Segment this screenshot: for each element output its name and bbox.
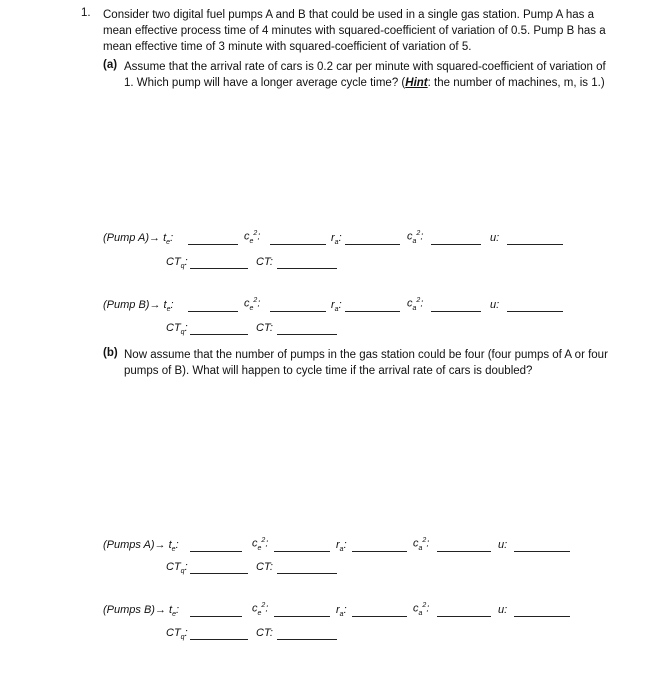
pump-b-ce2-label: $c_e^2$: xyxy=(244,297,261,312)
pump-a-row-1 xyxy=(0,232,667,248)
pump-b-ra-label: $r_a$: xyxy=(331,299,342,314)
pumps-a-row-1 xyxy=(0,539,667,555)
pump-b-u-blank[interactable] xyxy=(507,311,563,312)
pump-a-ce2-label: $c_e^2$: xyxy=(244,230,261,245)
part-b-text: Now assume that the number of pumps in the gas station could be four (four pumps of A or four pumps of B). What will happen to cycle time if the arrival rate of cars is doubled? xyxy=(124,349,608,377)
pump-b-ctq-label: $CT_q$: xyxy=(166,322,188,337)
pumps-b-u-blank[interactable] xyxy=(514,616,570,617)
pumps-b-ct-blank[interactable] xyxy=(277,639,337,640)
pumps-b-ce2-label: $c_e^2$: xyxy=(252,602,269,617)
pump-b-u-label: u: xyxy=(490,299,500,311)
pumps-b-ce2-blank[interactable] xyxy=(274,616,330,617)
pump-a-row-2 xyxy=(0,256,667,272)
pumps-a-u-label: u: xyxy=(498,539,508,551)
pumps-b-ct-label: CT: xyxy=(256,627,273,639)
pump-a-ctq-label: $CT_q$: xyxy=(166,256,188,271)
pumps-b-ctq-label: $CT_q$: xyxy=(166,627,188,642)
hint-word: Hint xyxy=(405,77,428,89)
pumps-a-ct-label: CT: xyxy=(256,561,273,573)
question-number: 1. xyxy=(81,7,91,19)
pumps-a-ca2-blank[interactable] xyxy=(437,551,491,552)
pump-b-te-blank[interactable] xyxy=(188,311,238,312)
pumps-a-ra-blank[interactable] xyxy=(352,551,407,552)
pump-a-label: (Pump $A)\to t_e$: xyxy=(103,232,174,247)
pump-a-u-label: u: xyxy=(490,232,500,244)
pumps-b-te-blank[interactable] xyxy=(190,616,242,617)
pump-a-u-blank[interactable] xyxy=(507,244,563,245)
part-b-label: (b) xyxy=(103,347,118,359)
pump-a-ct-label: CT: xyxy=(256,256,273,268)
pumps-b-ra-blank[interactable] xyxy=(352,616,407,617)
pump-a-ra-label: $r_a$: xyxy=(331,232,342,247)
question-text: Consider two digital fuel pumps A and B that could be used in a single gas station. Pump A has a mean effective process time of 4 minutes with squared-coefficient of variation of 0.5. Pump B has a mean effective time of 3 minute with squared-coefficient of variation of 5. xyxy=(103,9,606,53)
pumps-b-ctq-blank[interactable] xyxy=(190,639,248,640)
pump-b-ca2-blank[interactable] xyxy=(431,311,481,312)
pump-a-ca2-label: $c_a^2$: xyxy=(407,230,424,245)
pumps-a-row-2 xyxy=(0,561,667,577)
pumps-a-ct-blank[interactable] xyxy=(277,573,337,574)
pumps-b-ra-label: $r_a$: xyxy=(336,604,347,619)
hint-rest: : the number of machines, m, is 1.) xyxy=(427,77,605,89)
pumps-a-u-blank[interactable] xyxy=(514,551,570,552)
pump-b-ca2-label: $c_a^2$: xyxy=(407,297,424,312)
pumps-b-row-1 xyxy=(0,604,667,620)
pump-a-ca2-blank[interactable] xyxy=(431,244,481,245)
pump-b-ct-label: CT: xyxy=(256,322,273,334)
pumps-a-ce2-label: $c_e^2$: xyxy=(252,537,269,552)
pumps-a-ra-label: $r_a$: xyxy=(336,539,347,554)
hint-open: ( xyxy=(401,77,406,89)
pump-b-ce2-blank[interactable] xyxy=(270,311,326,312)
pump-b-ctq-blank[interactable] xyxy=(190,334,248,335)
part-a-body: Assume that the arrival rate of cars is 0.2 car per minute with squared-coefficient of variation of 1. Which pump will have a longer average cycle time? xyxy=(124,61,606,89)
pumps-a-ca2-label: $c_a^2$: xyxy=(413,537,430,552)
pumps-b-u-label: u: xyxy=(498,604,508,616)
pump-b-label: (Pump $B)\to t_e$: xyxy=(103,299,174,314)
pumps-a-te-blank[interactable] xyxy=(190,551,242,552)
pump-b-ra-blank[interactable] xyxy=(345,311,400,312)
pump-b-row-1 xyxy=(0,299,667,315)
pumps-b-row-2 xyxy=(0,627,667,643)
pumps-a-ctq-blank[interactable] xyxy=(190,573,248,574)
pump-a-ctq-blank[interactable] xyxy=(190,268,248,269)
part-a-text xyxy=(124,59,614,91)
pump-b-ct-blank[interactable] xyxy=(277,334,337,335)
pump-a-ct-blank[interactable] xyxy=(277,268,337,269)
pumps-b-ca2-blank[interactable] xyxy=(437,616,491,617)
part-a-label: (a) xyxy=(103,59,118,71)
pumps-a-label: (Pumps $A)\to t_e$: xyxy=(103,539,179,554)
pump-a-te-blank[interactable] xyxy=(188,244,238,245)
pumps-b-label: (Pumps $B)\to t_e$: xyxy=(103,604,180,619)
pumps-a-ctq-label: $CT_q$: xyxy=(166,561,188,576)
pump-a-ra-blank[interactable] xyxy=(345,244,400,245)
pump-a-ce2-blank[interactable] xyxy=(270,244,326,245)
pumps-b-ca2-label: $c_a^2$: xyxy=(413,602,430,617)
pump-b-row-2 xyxy=(0,322,667,338)
pumps-a-ce2-blank[interactable] xyxy=(274,551,330,552)
